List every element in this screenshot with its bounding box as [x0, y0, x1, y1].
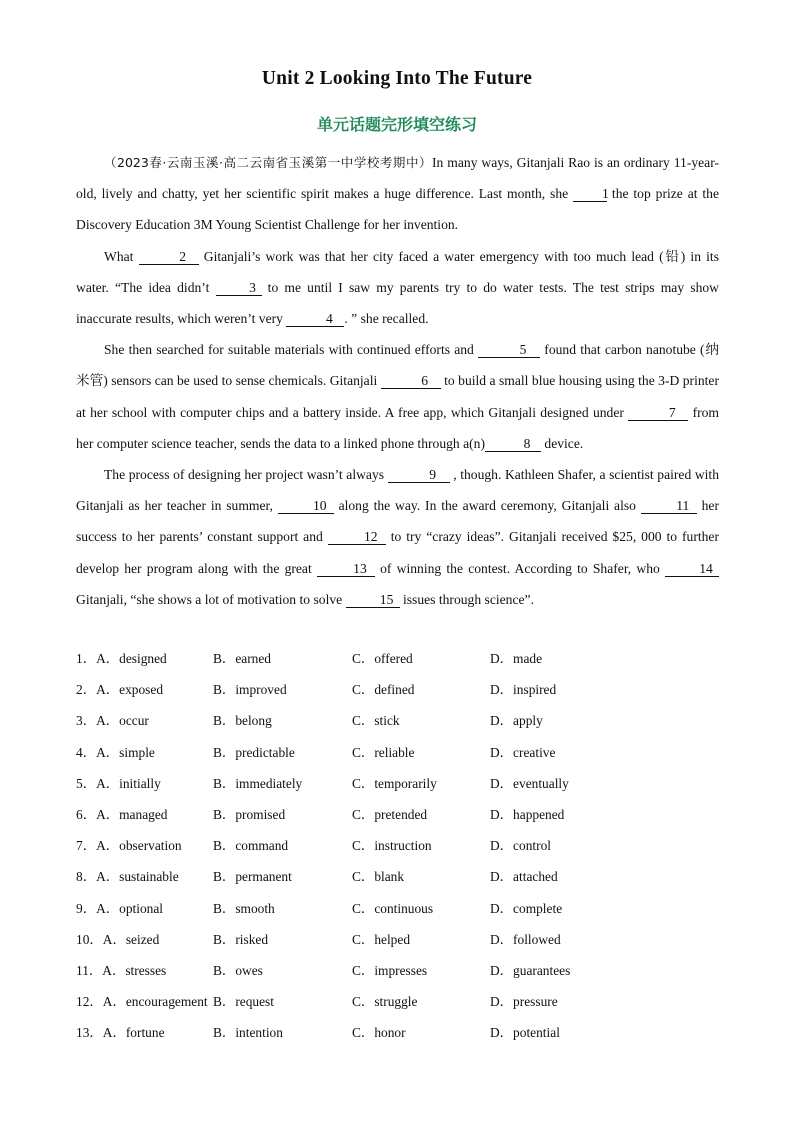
option-c: C．pretended — [352, 806, 428, 822]
option-row — [76, 893, 756, 924]
option-d: D．control — [490, 838, 551, 854]
paragraph-1 — [76, 147, 719, 241]
option-b: B．request — [213, 994, 274, 1010]
passage-text: from her computer science teacher, sends the data to a linked phone through a(n) — [76, 404, 720, 451]
passage-text: Gitanjali’s work was that her city faced a water emergency with too much lead (铅) in its water. “The idea didn’t — [76, 248, 719, 295]
option-c: C．defined — [352, 682, 415, 698]
option-row — [76, 643, 756, 674]
blank-4: 4 — [286, 311, 344, 327]
passage-text: , though. Kathleen Shafer, a scientist paired with Gitanjali as her teacher in summer, — [76, 467, 719, 514]
option-b: B．earned — [213, 651, 272, 666]
option-d: D．potential — [490, 1025, 560, 1041]
option-a: 1．A．designed — [76, 651, 167, 666]
blank-10: 10 — [278, 498, 334, 514]
passage-text: issues through science”. — [399, 591, 534, 607]
passage-text: The process of designing her project wasn’t always — [104, 467, 388, 483]
passage-text: her success to her parents’ constant support and — [76, 498, 719, 545]
option-row — [76, 674, 756, 705]
source-note: （2023春·云南玉溪·高二云南省玉溪第一中学校考期中） — [104, 155, 433, 170]
option-d: D．apply — [490, 713, 543, 729]
option-b: B．intention — [213, 1025, 283, 1041]
passage-text: . ” she recalled. — [344, 311, 429, 327]
paragraph-4 — [76, 459, 719, 615]
option-d: D．pressure — [490, 994, 558, 1010]
page-subtitle: 单元话题完形填空练习 — [316, 115, 477, 134]
passage-text: of winning the contest. According to Shafer, who — [374, 560, 666, 576]
option-d: D．creative — [490, 744, 556, 760]
option-a: 7．A．observation — [76, 838, 182, 854]
option-d: D．happened — [490, 806, 565, 822]
blank-11: 11 — [641, 498, 697, 514]
blank-2: 2 — [139, 249, 199, 265]
option-a: 13．A．fortune — [76, 1025, 165, 1041]
passage-text: found that carbon nanotube (纳米管) sensors can be used to sense chemicals. Gitanjali — [76, 342, 719, 389]
blank-6: 6 — [381, 373, 441, 389]
option-row — [76, 705, 756, 736]
option-b: B．smooth — [213, 900, 275, 916]
option-a: 10．A．seized — [76, 931, 160, 947]
passage-text: along the way. In the award ceremony, Gitanjali also — [333, 498, 641, 514]
blank-5: 5 — [478, 342, 540, 358]
option-c: C．temporarily — [352, 775, 437, 791]
option-d: D．complete — [490, 900, 563, 916]
option-c: C．struggle — [352, 994, 418, 1010]
option-c: C．continuous — [352, 900, 434, 916]
option-c: C．offered — [352, 651, 413, 666]
option-b: B．predictable — [213, 744, 295, 760]
passage-text: device. — [541, 435, 584, 451]
option-b: B．risked — [213, 931, 269, 947]
blank-3: 3 — [216, 280, 262, 296]
option-d: D．inspired — [490, 682, 557, 698]
option-row — [76, 737, 756, 768]
option-row — [76, 830, 756, 861]
option-d: D．attached — [490, 869, 558, 885]
blank-15: 15 — [346, 592, 400, 608]
option-a: 8．A．sustainable — [76, 869, 179, 885]
page-title: Unit 2 Looking Into The Future — [261, 68, 533, 89]
option-d: D．followed — [490, 931, 561, 947]
blank-1: 1 — [573, 186, 607, 202]
blank-7: 7 — [628, 405, 688, 421]
option-row — [76, 1017, 756, 1048]
option-b: B．improved — [213, 682, 287, 698]
passage-text: What — [104, 248, 139, 264]
option-a: 2．A．exposed — [76, 682, 164, 698]
option-c: C．honor — [352, 1025, 406, 1041]
blank-13: 13 — [317, 561, 375, 577]
option-b: B．permanent — [213, 869, 292, 885]
passage-text: to build a small blue housing using the 3-D printer at her school with computer chips and a battery inside. A free app, which Gitanjali designed under — [76, 373, 719, 420]
passage-text: In many ways, Gitanjali Rao is an ordinary 11-year-old, lively and chatty, yet her scientific spirit makes a huge difference. Last month, she — [76, 155, 719, 202]
blank-8: 8 — [485, 436, 541, 452]
option-b: B．command — [213, 838, 289, 854]
blank-14: 14 — [665, 561, 719, 577]
option-row — [76, 799, 756, 830]
passage-text: to try “crazy ideas”. Gitanjali received $25, 000 to further develop her program along with the great — [76, 529, 719, 576]
blank-9: 9 — [388, 467, 450, 483]
option-row — [76, 861, 756, 892]
option-a: 9．A．optional — [76, 900, 164, 916]
blank-12: 12 — [328, 529, 386, 545]
option-a: 5．A．initially — [76, 775, 161, 791]
option-a: 12．A．encouragement — [76, 994, 208, 1010]
answer-options — [76, 643, 756, 1048]
option-c: C．helped — [352, 931, 411, 947]
option-b: B．promised — [213, 806, 286, 822]
option-a: 4．A．simple — [76, 744, 155, 760]
option-row — [76, 986, 756, 1017]
option-c: C．reliable — [352, 744, 415, 760]
option-a: 6．A．managed — [76, 806, 168, 822]
option-row — [76, 955, 756, 986]
option-row — [76, 768, 756, 799]
option-c: C．instruction — [352, 838, 432, 854]
option-d: D．made — [490, 651, 543, 666]
passage-text: She then searched for suitable materials with continued efforts and — [104, 342, 479, 358]
option-row — [76, 924, 756, 955]
option-b: B．immediately — [213, 775, 303, 791]
option-c: C．impresses — [352, 962, 428, 978]
option-a: 11．A．stresses — [76, 962, 167, 978]
option-d: D．guarantees — [490, 962, 571, 978]
option-b: B．belong — [213, 713, 272, 729]
passage-text: Gitanjali, “she shows a lot of motivation to solve — [76, 591, 346, 607]
option-b: B．owes — [213, 962, 263, 978]
cloze-passage — [76, 147, 719, 615]
option-c: C．stick — [352, 713, 400, 729]
paragraph-2 — [76, 241, 719, 335]
passage-text: to me until I saw my parents try to do water tests. The test strips may show inaccurate results, which weren’t very — [76, 279, 719, 327]
paragraph-3 — [76, 334, 719, 459]
option-c: C．blank — [352, 869, 405, 885]
option-a: 3．A．occur — [76, 713, 149, 729]
option-d: D．eventually — [490, 775, 569, 791]
passage-text: the top prize at the Discovery Education 3M Young Scientist Challenge for her invention. — [76, 186, 719, 233]
